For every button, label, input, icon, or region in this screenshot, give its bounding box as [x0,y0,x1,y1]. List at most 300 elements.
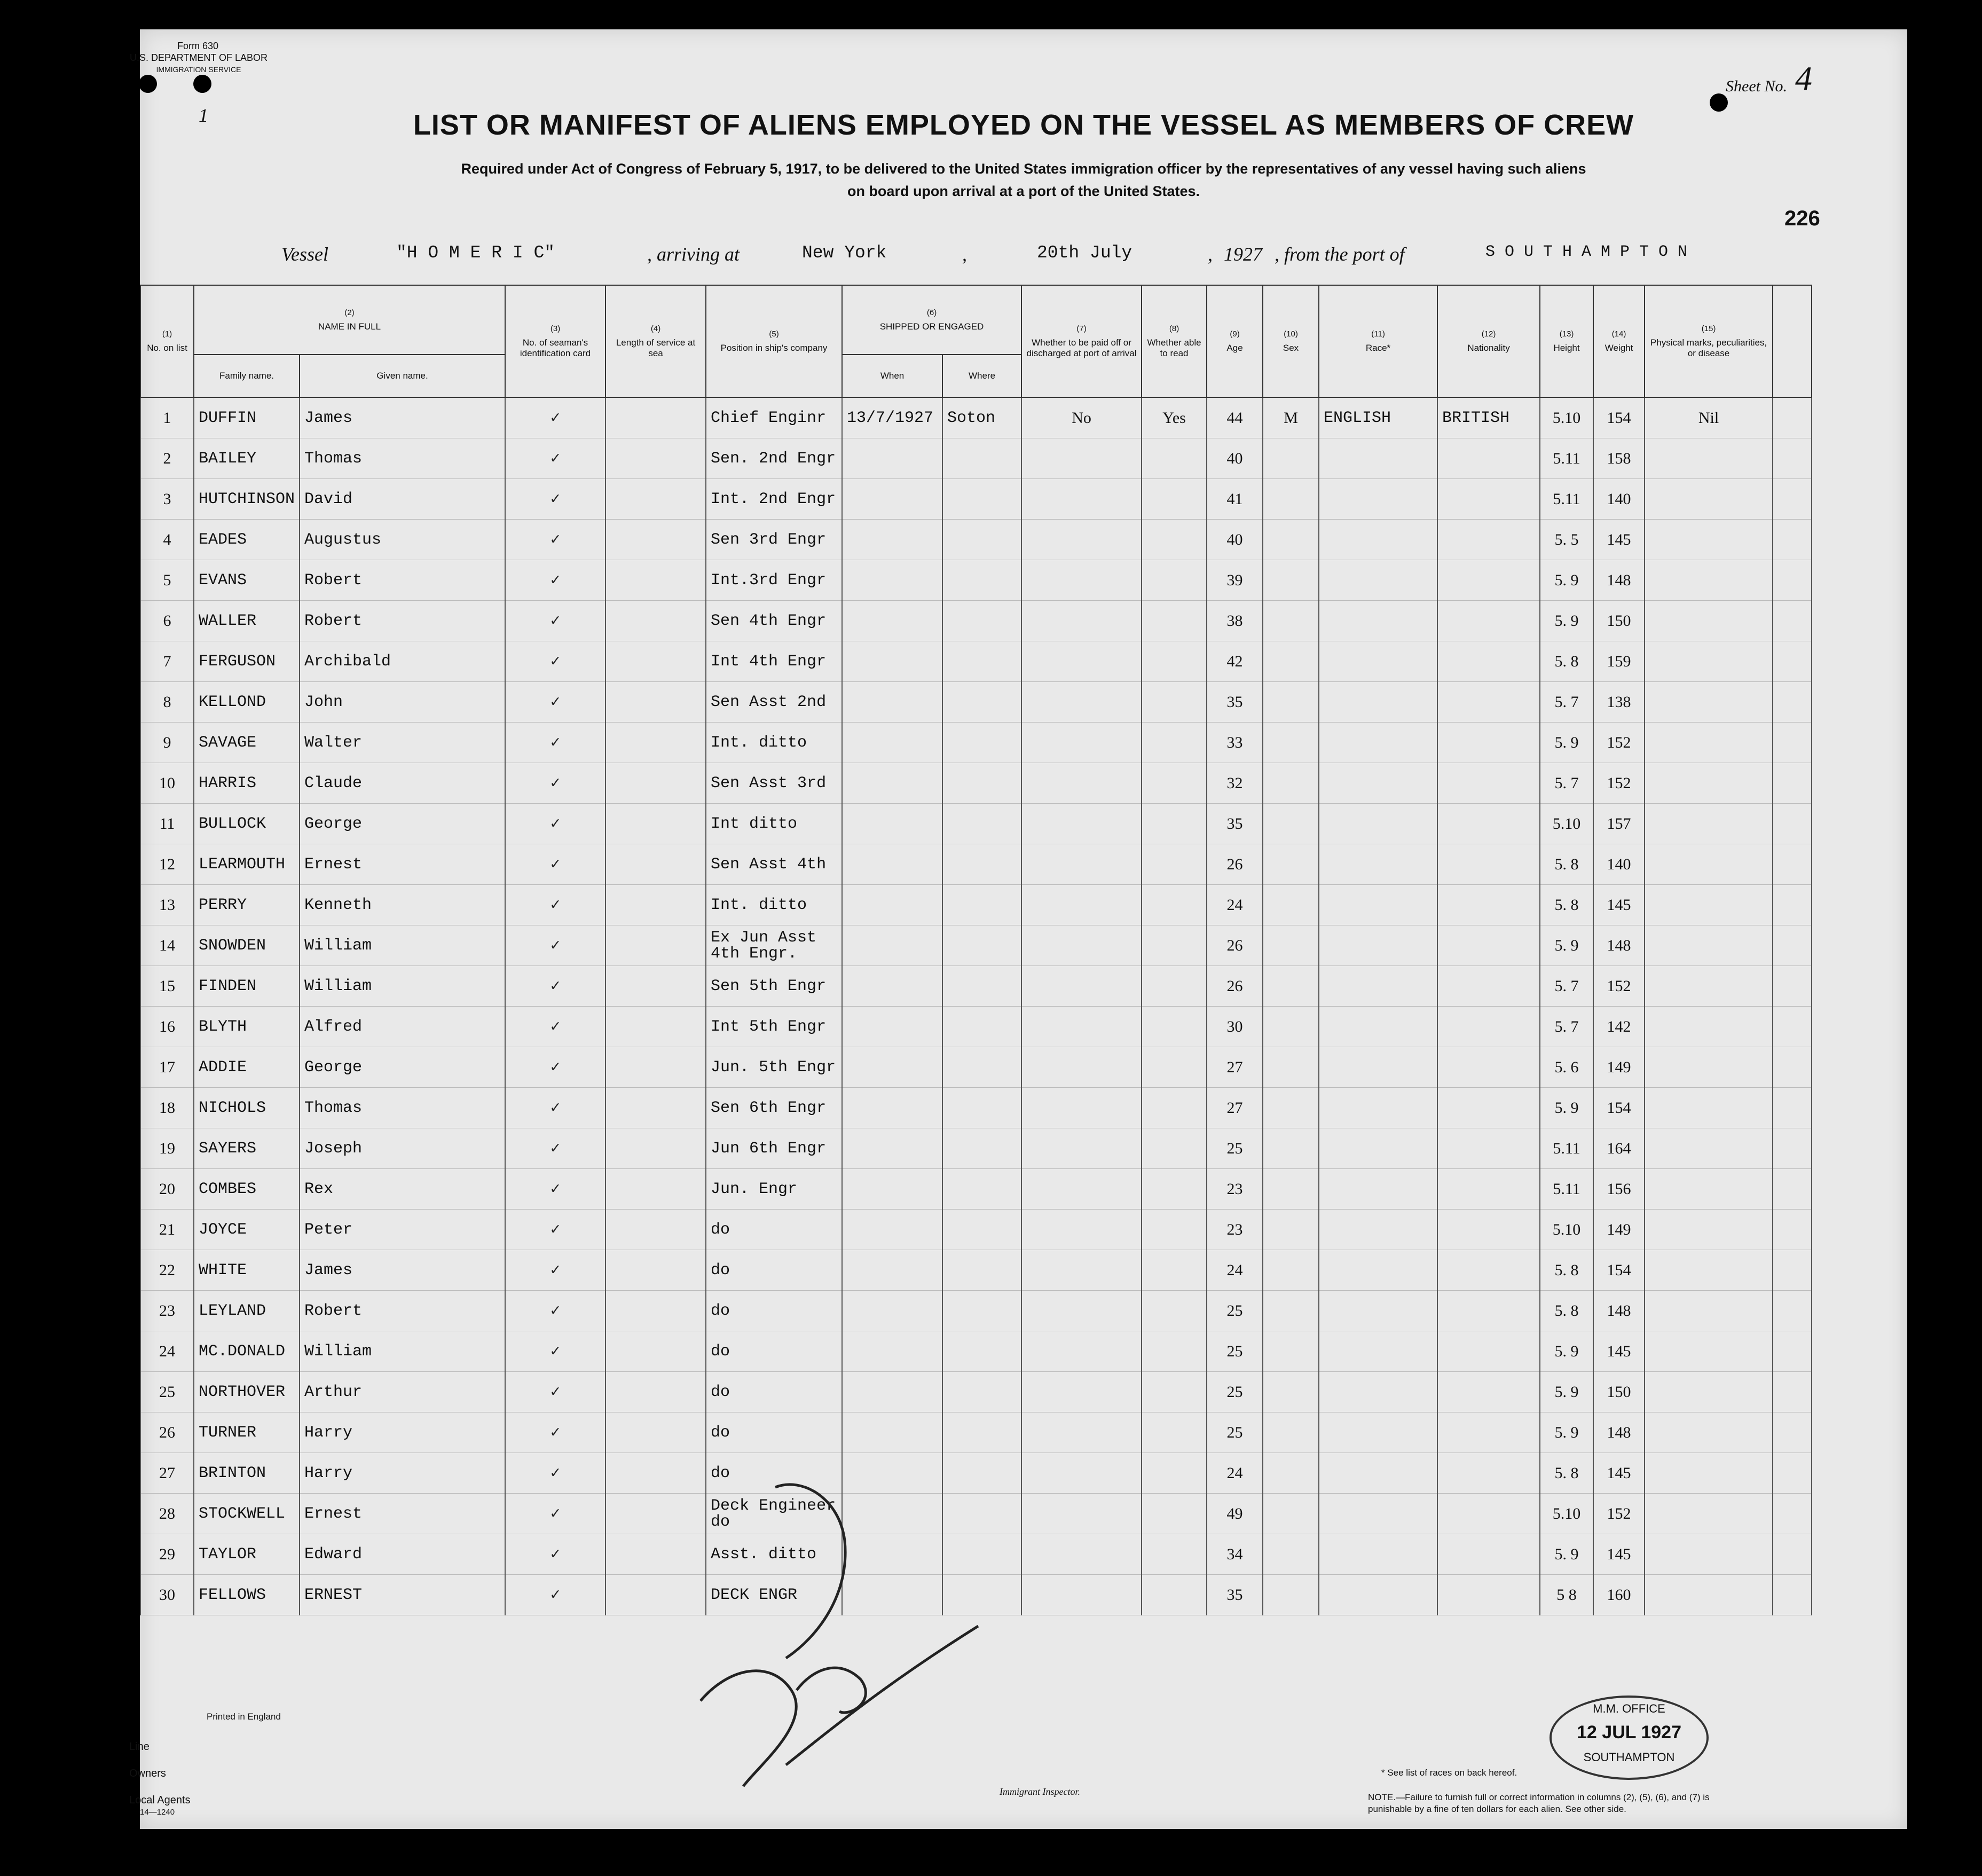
race-cell [1319,885,1437,925]
weight-cell: 164 [1593,1128,1645,1169]
age-cell: 26 [1207,844,1263,885]
paid-off-cell [1021,1210,1142,1250]
shipped-when-cell [842,560,942,601]
nationality-cell [1437,723,1540,763]
nationality-cell [1437,438,1540,479]
service-length-cell [605,925,706,966]
col-nationality-header: (12) Nationality [1437,285,1540,397]
sex-cell [1263,438,1319,479]
col-height-header: (13) Height [1540,285,1593,397]
position-cell: Sen. 2nd Engr [706,438,842,479]
blank-cell-cell [1773,1331,1812,1372]
table-row [140,520,1812,560]
service-length-cell [605,682,706,723]
sex-cell [1263,682,1319,723]
nationality-cell [1437,925,1540,966]
sex-cell [1263,1534,1319,1575]
row-number-cell: 7 [140,641,194,682]
table-row [140,560,1812,601]
race-cell [1319,925,1437,966]
paid-off-cell [1021,844,1142,885]
race-cell [1319,641,1437,682]
shipped-where-cell [942,1331,1021,1372]
given-name-cell: Alfred [300,1007,505,1047]
department-name: U.S. DEPARTMENT OF LABOR [129,52,268,63]
race-cell [1319,479,1437,520]
col-when-header: When [842,355,942,397]
family-name-cell: TAYLOR [194,1534,300,1575]
given-name-cell: Robert [300,601,505,641]
age-cell: 49 [1207,1494,1263,1534]
from-port-label: , from the port of [1275,244,1405,265]
shipped-when-cell [842,438,942,479]
id-card-check-cell: ✓ [505,1331,605,1372]
col-name-header: (2) NAME IN FULL [194,285,505,355]
position-cell: DECK ENGR [706,1575,842,1615]
physical-marks-cell [1645,723,1773,763]
table-row [140,804,1812,844]
page-number: 226 [1784,207,1820,230]
race-note: * See list of races on back hereof. [1381,1768,1517,1778]
family-name-cell: LEYLAND [194,1291,300,1331]
blank-cell-cell [1773,397,1812,438]
physical-marks-cell [1645,1007,1773,1047]
given-name-cell: Kenneth [300,885,505,925]
able-to-read-cell [1142,438,1207,479]
height-cell: 5. 9 [1540,925,1593,966]
family-name-cell: SAYERS [194,1128,300,1169]
punch-hole [100,1639,121,1661]
nationality-cell [1437,966,1540,1007]
row-number-cell: 28 [140,1494,194,1534]
position-cell: do [706,1250,842,1291]
vessel-label: Vessel [281,244,328,265]
physical-marks-cell [1645,1575,1773,1615]
id-card-check-cell: ✓ [505,601,605,641]
form-code: 14—1240 [140,1808,175,1817]
physical-marks-cell [1645,1047,1773,1088]
family-name-cell: FERGUSON [194,641,300,682]
paid-off-cell [1021,682,1142,723]
age-cell: 26 [1207,925,1263,966]
able-to-read-cell [1142,885,1207,925]
position-cell: Sen Asst 3rd [706,763,842,804]
family-name-cell: NICHOLS [194,1088,300,1128]
shipped-where-cell [942,723,1021,763]
service-length-cell [605,885,706,925]
col-position-header: (5) Position in ship's company [706,285,842,397]
shipped-when-cell [842,1412,942,1453]
family-name-cell: EADES [194,520,300,560]
col-age-header: (9) Age [1207,285,1263,397]
paid-off-cell [1021,723,1142,763]
col-service-header: (4) Length of service at sea [605,285,706,397]
given-name-cell: Harry [300,1453,505,1494]
shipped-where-cell [942,966,1021,1007]
position-cell: do [706,1291,842,1331]
able-to-read-cell [1142,1169,1207,1210]
sex-cell [1263,1412,1319,1453]
physical-marks-cell [1645,1331,1773,1372]
blank-cell-cell [1773,438,1812,479]
nationality-cell [1437,1007,1540,1047]
physical-marks-cell [1645,844,1773,885]
physical-marks-cell [1645,520,1773,560]
row-number-cell: 8 [140,682,194,723]
shipped-when-cell [842,682,942,723]
paid-off-cell [1021,1250,1142,1291]
paid-off-cell [1021,1128,1142,1169]
shipped-when-cell [842,1088,942,1128]
row-number-cell: 21 [140,1210,194,1250]
id-card-check-cell: ✓ [505,1169,605,1210]
position-cell: Int.3rd Engr [706,560,842,601]
row-number-cell: 30 [140,1575,194,1615]
nationality-cell [1437,1331,1540,1372]
able-to-read-cell [1142,1210,1207,1250]
service-length-cell [605,1250,706,1291]
height-cell: 5. 8 [1540,641,1593,682]
paid-off-cell [1021,804,1142,844]
id-card-check-cell: ✓ [505,1372,605,1412]
age-cell: 32 [1207,763,1263,804]
given-name-cell: Claude [300,763,505,804]
able-to-read-cell: Yes [1142,397,1207,438]
sex-cell [1263,641,1319,682]
paid-off-cell [1021,885,1142,925]
row-number-cell: 25 [140,1372,194,1412]
family-name-cell: BRINTON [194,1453,300,1494]
paid-off-cell [1021,1494,1142,1534]
blank-cell-cell [1773,1007,1812,1047]
physical-marks-cell [1645,1169,1773,1210]
paid-off-cell [1021,925,1142,966]
table-row [140,479,1812,520]
shipped-when-cell [842,804,942,844]
position-cell: Jun. Engr [706,1169,842,1210]
position-cell: Sen 6th Engr [706,1088,842,1128]
family-name-cell: STOCKWELL [194,1494,300,1534]
nationality-cell [1437,560,1540,601]
sex-cell [1263,1372,1319,1412]
age-cell: 26 [1207,966,1263,1007]
height-cell: 5. 7 [1540,682,1593,723]
arriving-label: , arriving at [647,244,740,265]
sex-cell [1263,966,1319,1007]
physical-marks-cell [1645,1453,1773,1494]
able-to-read-cell [1142,1250,1207,1291]
blank-cell-cell [1773,1047,1812,1088]
physical-marks-cell [1645,1250,1773,1291]
paid-off-cell [1021,479,1142,520]
age-cell: 25 [1207,1412,1263,1453]
able-to-read-cell [1142,804,1207,844]
race-cell [1319,560,1437,601]
row-number-cell: 27 [140,1453,194,1494]
shipped-when-cell [842,1007,942,1047]
service-length-cell [605,1291,706,1331]
race-cell [1319,601,1437,641]
height-cell: 5.11 [1540,1128,1593,1169]
row-number-cell: 15 [140,966,194,1007]
age-cell: 42 [1207,641,1263,682]
able-to-read-cell [1142,1372,1207,1412]
age-cell: 44 [1207,397,1263,438]
paid-off-cell [1021,1088,1142,1128]
age-cell: 40 [1207,438,1263,479]
id-card-check-cell: ✓ [505,397,605,438]
service-length-cell [605,479,706,520]
age-cell: 25 [1207,1291,1263,1331]
table-row [140,1169,1812,1210]
shipped-where-cell [942,1088,1021,1128]
col-paid-header: (7) Whether to be paid off or discharged at port of arrival [1021,285,1142,397]
height-cell: 5. 9 [1540,560,1593,601]
race-cell [1319,1007,1437,1047]
position-cell: Sen 4th Engr [706,601,842,641]
row-number-cell: 14 [140,925,194,966]
id-card-check-cell: ✓ [505,641,605,682]
col-race-header: (11) Race* [1319,285,1437,397]
blank-cell-cell [1773,966,1812,1007]
owners-label: Owners [129,1768,166,1779]
family-name-cell: WALLER [194,601,300,641]
row-number-cell: 16 [140,1007,194,1047]
family-name-cell: LEARMOUTH [194,844,300,885]
position-cell: Asst. ditto [706,1534,842,1575]
weight-cell: 148 [1593,1412,1645,1453]
sex-cell [1263,1494,1319,1534]
table-row [140,1331,1812,1372]
physical-marks-cell [1645,1412,1773,1453]
row-number-cell: 20 [140,1169,194,1210]
blank-cell-cell [1773,601,1812,641]
nationality-cell [1437,1047,1540,1088]
service-length-cell [605,560,706,601]
physical-marks-cell [1645,763,1773,804]
nationality-cell [1437,641,1540,682]
family-name-cell: EVANS [194,560,300,601]
height-cell: 5. 9 [1540,1534,1593,1575]
height-cell: 5. 9 [1540,1412,1593,1453]
table-row [140,723,1812,763]
table-row [140,1128,1812,1169]
paid-off-cell [1021,560,1142,601]
shipped-where-cell [942,479,1021,520]
sex-cell [1263,885,1319,925]
arriving-port: New York [802,243,887,263]
shipped-where-cell [942,641,1021,682]
race-cell [1319,804,1437,844]
service-length-cell [605,763,706,804]
row-number-cell: 1 [140,397,194,438]
id-card-check-cell: ✓ [505,1210,605,1250]
shipped-when-cell [842,1210,942,1250]
given-name-cell: George [300,804,505,844]
age-cell: 27 [1207,1088,1263,1128]
row-number-cell: 6 [140,601,194,641]
local-agents-label: Local Agents [129,1794,191,1806]
physical-marks-cell [1645,641,1773,682]
blank-cell-cell [1773,844,1812,885]
able-to-read-cell [1142,1047,1207,1088]
weight-cell: 152 [1593,763,1645,804]
table-row [140,1291,1812,1331]
nationality-cell [1437,1575,1540,1615]
table-row [140,1412,1812,1453]
penalty-note: NOTE.—Failure to furnish full or correct information in columns (2), (5), (6), and (7) is punishable by a fine of ten dollars for each alien. See other side. [1368,1792,1710,1814]
family-name-cell: HUTCHINSON [194,479,300,520]
physical-marks-cell [1645,804,1773,844]
paid-off-cell [1021,1331,1142,1372]
able-to-read-cell [1142,723,1207,763]
row-number-cell: 11 [140,804,194,844]
nationality-cell [1437,1169,1540,1210]
height-cell: 5. 9 [1540,1331,1593,1372]
paid-off-cell [1021,1007,1142,1047]
able-to-read-cell [1142,682,1207,723]
blank-cell-cell [1773,925,1812,966]
able-to-read-cell [1142,1494,1207,1534]
given-name-cell: Arthur [300,1372,505,1412]
blank-cell-cell [1773,1494,1812,1534]
weight-cell: 145 [1593,520,1645,560]
weight-cell: 154 [1593,1250,1645,1291]
paid-off-cell [1021,1575,1142,1615]
physical-marks-cell [1645,1494,1773,1534]
inspector-label: Immigrant Inspector. [1000,1786,1080,1797]
punch-hole [139,75,157,93]
family-name-cell: BULLOCK [194,804,300,844]
stamp-top: M.M. OFFICE [1593,1702,1665,1715]
paid-off-cell [1021,641,1142,682]
family-name-cell: COMBES [194,1169,300,1210]
blank-cell-cell [1773,1169,1812,1210]
position-cell: Chief Enginr [706,397,842,438]
given-name-cell: James [300,1250,505,1291]
age-cell: 33 [1207,723,1263,763]
blank-cell-cell [1773,804,1812,844]
age-cell: 27 [1207,1047,1263,1088]
physical-marks-cell [1645,479,1773,520]
service-length-cell [605,1331,706,1372]
age-cell: 24 [1207,885,1263,925]
height-cell: 5. 7 [1540,1007,1593,1047]
given-name-cell: David [300,479,505,520]
given-name-cell: Joseph [300,1128,505,1169]
table-row [140,682,1812,723]
id-card-check-cell: ✓ [505,1291,605,1331]
blank-cell-cell [1773,682,1812,723]
weight-cell: 152 [1593,966,1645,1007]
family-name-cell: HARRIS [194,763,300,804]
able-to-read-cell [1142,1291,1207,1331]
nationality-cell [1437,1372,1540,1412]
shipped-where-cell [942,1250,1021,1291]
page-title: LIST OR MANIFEST OF ALIENS EMPLOYED ON THE VESSEL AS MEMBERS OF CREW [413,109,1634,141]
position-cell: do [706,1453,842,1494]
height-cell: 5. 8 [1540,844,1593,885]
line-label: Line [129,1741,150,1753]
shipped-where-cell: Soton [942,397,1021,438]
id-card-check-cell: ✓ [505,804,605,844]
family-name-cell: MC.DONALD [194,1331,300,1372]
shipped-where-cell [942,1372,1021,1412]
shipped-where-cell [942,560,1021,601]
shipped-where-cell [942,844,1021,885]
subtitle-line-1: Required under Act of Congress of February 5, 1917, to be delivered to the United States immigration officer by the representatives of any vessel having such aliens [461,161,1586,177]
col-marks-header: (15) Physical marks, peculiarities, or disease [1645,285,1773,397]
race-cell [1319,1088,1437,1128]
race-cell [1319,1412,1437,1453]
shipped-when-cell [842,641,942,682]
nationality-cell [1437,1128,1540,1169]
col-given-header: Given name. [300,355,505,397]
paid-off-cell [1021,438,1142,479]
race-cell [1319,682,1437,723]
punch-hole [113,660,135,681]
header-row [140,285,1812,355]
blank-cell-cell [1773,1250,1812,1291]
comma-separator: , [1208,244,1213,265]
able-to-read-cell [1142,966,1207,1007]
given-name-cell: Thomas [300,438,505,479]
able-to-read-cell [1142,844,1207,885]
service-length-cell [605,804,706,844]
age-cell: 25 [1207,1128,1263,1169]
row-number-cell: 10 [140,763,194,804]
service-length-cell [605,1210,706,1250]
shipped-when-cell [842,479,942,520]
service-length-cell [605,520,706,560]
paid-off-cell [1021,1412,1142,1453]
shipped-when-cell [842,601,942,641]
table-row [140,641,1812,682]
nationality-cell [1437,1250,1540,1291]
nationality-cell [1437,1291,1540,1331]
id-card-check-cell: ✓ [505,1088,605,1128]
service-length-cell [605,1128,706,1169]
id-card-check-cell: ✓ [505,1453,605,1494]
family-name-cell: BLYTH [194,1007,300,1047]
stamp-bottom: SOUTHAMPTON [1583,1751,1675,1764]
height-cell: 5.11 [1540,479,1593,520]
family-name-cell: SAVAGE [194,723,300,763]
id-card-check-cell: ✓ [505,1007,605,1047]
position-cell: Int 5th Engr [706,1007,842,1047]
height-cell: 5.10 [1540,804,1593,844]
paid-off-cell [1021,1453,1142,1494]
nationality-cell [1437,682,1540,723]
given-name-cell: Rex [300,1169,505,1210]
age-cell: 39 [1207,560,1263,601]
col-family-header: Family name. [194,355,300,397]
able-to-read-cell [1142,763,1207,804]
physical-marks-cell [1645,438,1773,479]
race-cell [1319,1250,1437,1291]
able-to-read-cell [1142,641,1207,682]
sex-cell: M [1263,397,1319,438]
service-length-cell [605,1088,706,1128]
id-card-check-cell: ✓ [505,966,605,1007]
sex-cell [1263,520,1319,560]
weight-cell: 145 [1593,1534,1645,1575]
shipped-where-cell [942,438,1021,479]
table-row [140,1007,1812,1047]
row-number-cell: 9 [140,723,194,763]
table-row [140,844,1812,885]
physical-marks-cell [1645,560,1773,601]
